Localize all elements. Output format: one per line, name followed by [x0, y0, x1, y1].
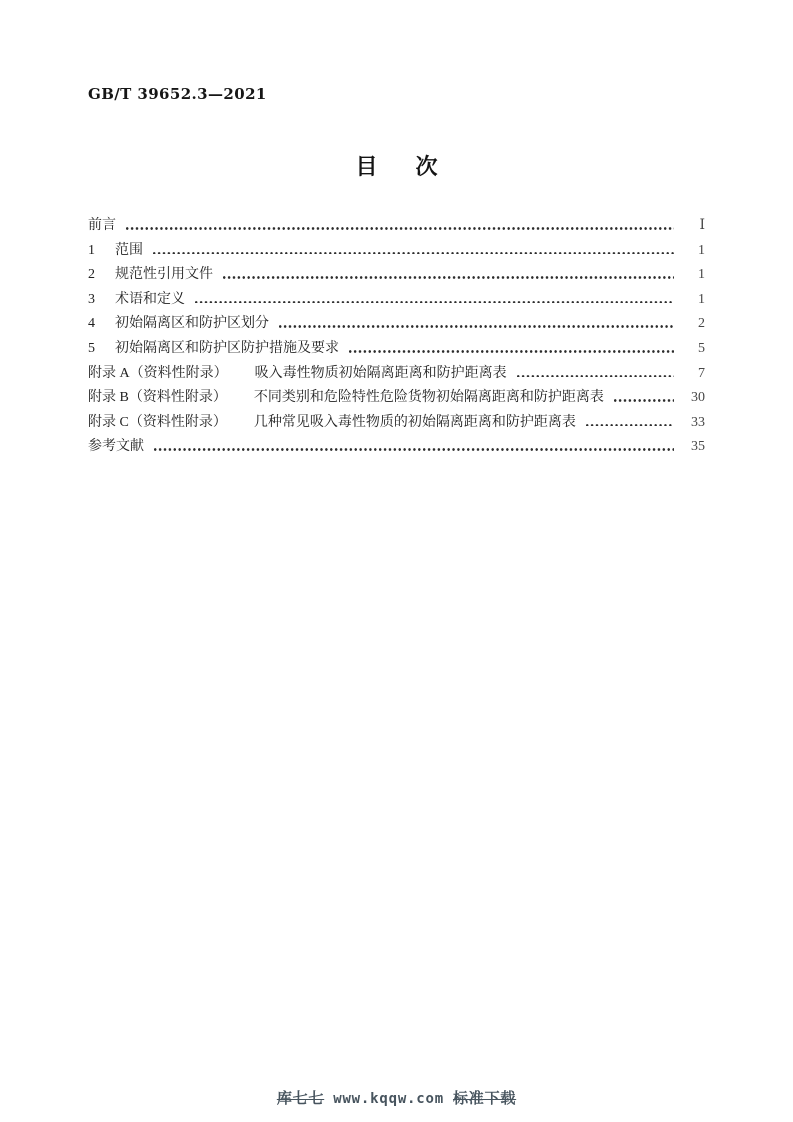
toc-entry-normative-references [88, 263, 705, 288]
toc-entry-page: 1 [698, 267, 705, 283]
toc-entry-appendix-label: 附录 C（资料性附录） [88, 414, 227, 430]
dot-leader [614, 399, 674, 402]
toc-entry-number: 4 [88, 316, 95, 332]
toc-entry-page: 1 [698, 242, 705, 258]
toc-entry-page: 1 [698, 291, 705, 307]
page-title: 目 次 [355, 154, 446, 179]
watermark-site-name: 库七七 [276, 1091, 325, 1107]
watermark-url: www.kqqw.com [333, 1091, 444, 1107]
toc-entry-number: 2 [88, 267, 95, 283]
toc-entry-number: 1 [88, 242, 95, 258]
toc-entry-page: 30 [691, 390, 705, 406]
toc-entry-title: 规范性引用文件 [115, 267, 213, 283]
toc-entry-page: 7 [698, 365, 705, 381]
toc-entry-page: Ⅰ [699, 218, 705, 233]
dot-leader [154, 448, 674, 451]
standard-number: GB/T 39652.3—2021 [88, 85, 267, 103]
table-of-contents [88, 214, 705, 460]
toc-entry-title: 初始隔离区和防护区划分 [115, 316, 269, 332]
toc-entry-title: 前言 [88, 218, 116, 233]
dot-leader [349, 350, 674, 353]
toc-entry-zone-division [88, 312, 705, 337]
toc-entry-foreword [88, 214, 705, 239]
toc-entry-appendix-label: 附录 B（资料性附录） [88, 390, 227, 406]
dot-leader [279, 325, 674, 328]
toc-entry-title: 吸入毒性物质初始隔离距离和防护距离表 [254, 365, 507, 381]
toc-entry-page: 2 [698, 316, 705, 332]
toc-entry-appendix-c [88, 411, 705, 436]
dot-leader [586, 424, 674, 427]
toc-entry-scope [88, 239, 705, 264]
watermark-footer [0, 1087, 793, 1108]
toc-entry-appendix-a [88, 362, 705, 387]
dot-leader [517, 375, 674, 378]
toc-entry-title: 范围 [115, 242, 143, 258]
toc-entry-title: 术语和定义 [115, 291, 185, 307]
toc-entry-title: 参考文献 [88, 439, 144, 455]
dot-leader [223, 276, 674, 279]
toc-entry-terms-definitions [88, 288, 705, 313]
dot-leader [126, 227, 674, 230]
toc-entry-page: 5 [698, 340, 705, 356]
toc-entry-protective-measures [88, 337, 705, 362]
toc-entry-number: 3 [88, 291, 95, 307]
toc-entry-number: 5 [88, 340, 95, 356]
toc-entry-title: 几种常见吸入毒性物质的初始隔离距离和防护距离表 [253, 414, 576, 430]
toc-entry-title: 初始隔离区和防护区防护措施及要求 [115, 340, 339, 356]
toc-entry-title: 不同类别和危险特性危险货物初始隔离距离和防护距离表 [253, 390, 604, 406]
toc-entry-appendix-b [88, 386, 705, 411]
toc-entry-page: 35 [691, 439, 705, 455]
toc-entry-page: 33 [691, 414, 705, 430]
toc-entry-appendix-label: 附录 A（资料性附录） [88, 365, 228, 381]
toc-entry-references [88, 435, 705, 460]
dot-leader [153, 252, 674, 255]
dot-leader [195, 301, 674, 304]
watermark-suffix: 标准下载 [452, 1091, 517, 1107]
